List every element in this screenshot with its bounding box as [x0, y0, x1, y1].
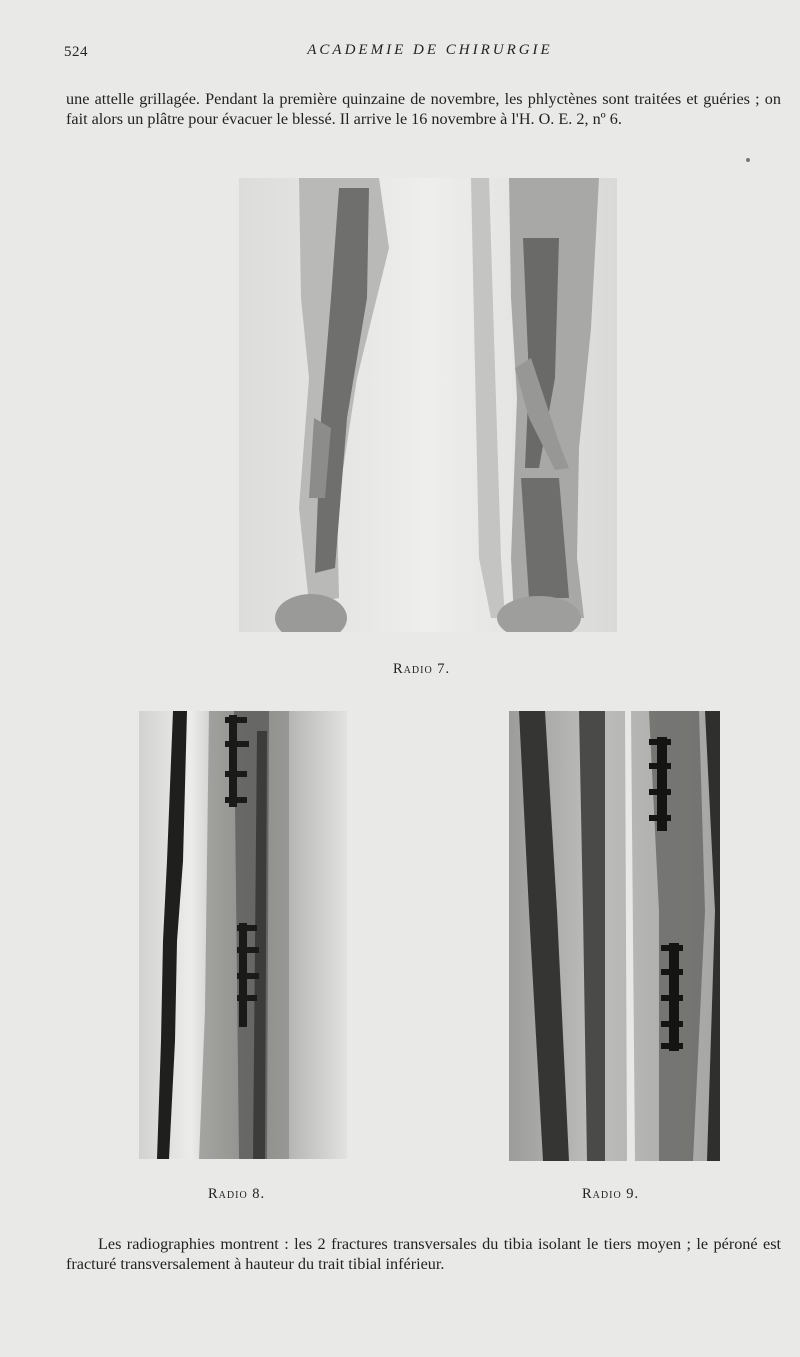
- running-head: ACADEMIE DE CHIRURGIE: [307, 42, 553, 58]
- radio-8-caption: Radio 8.: [208, 1186, 266, 1202]
- paragraph-bottom: Les radiographies montrent : les 2 fractures transversales du tibia isolant le tiers moyen ; le péroné est fracturé transversalement à hauteur du trait tibial inférieur.: [66, 1235, 781, 1273]
- speck: [746, 158, 750, 162]
- radio-7-image: [239, 178, 617, 632]
- radio-9-image: [509, 711, 720, 1161]
- radio-8-image: [139, 711, 347, 1159]
- radio-9-caption: Radio 9.: [582, 1186, 640, 1202]
- page-number: 524: [64, 44, 88, 60]
- paragraph-top: une attelle grillagée. Pendant la première quinzaine de novembre, les phlyctènes sont traitées et guéries ; on fait alors un plâtre pour évacuer le blessé. Il arrive le 16 novembre à l'H. O. E. 2, nº 6.: [66, 90, 781, 128]
- radio-7-caption: Radio 7.: [393, 661, 451, 677]
